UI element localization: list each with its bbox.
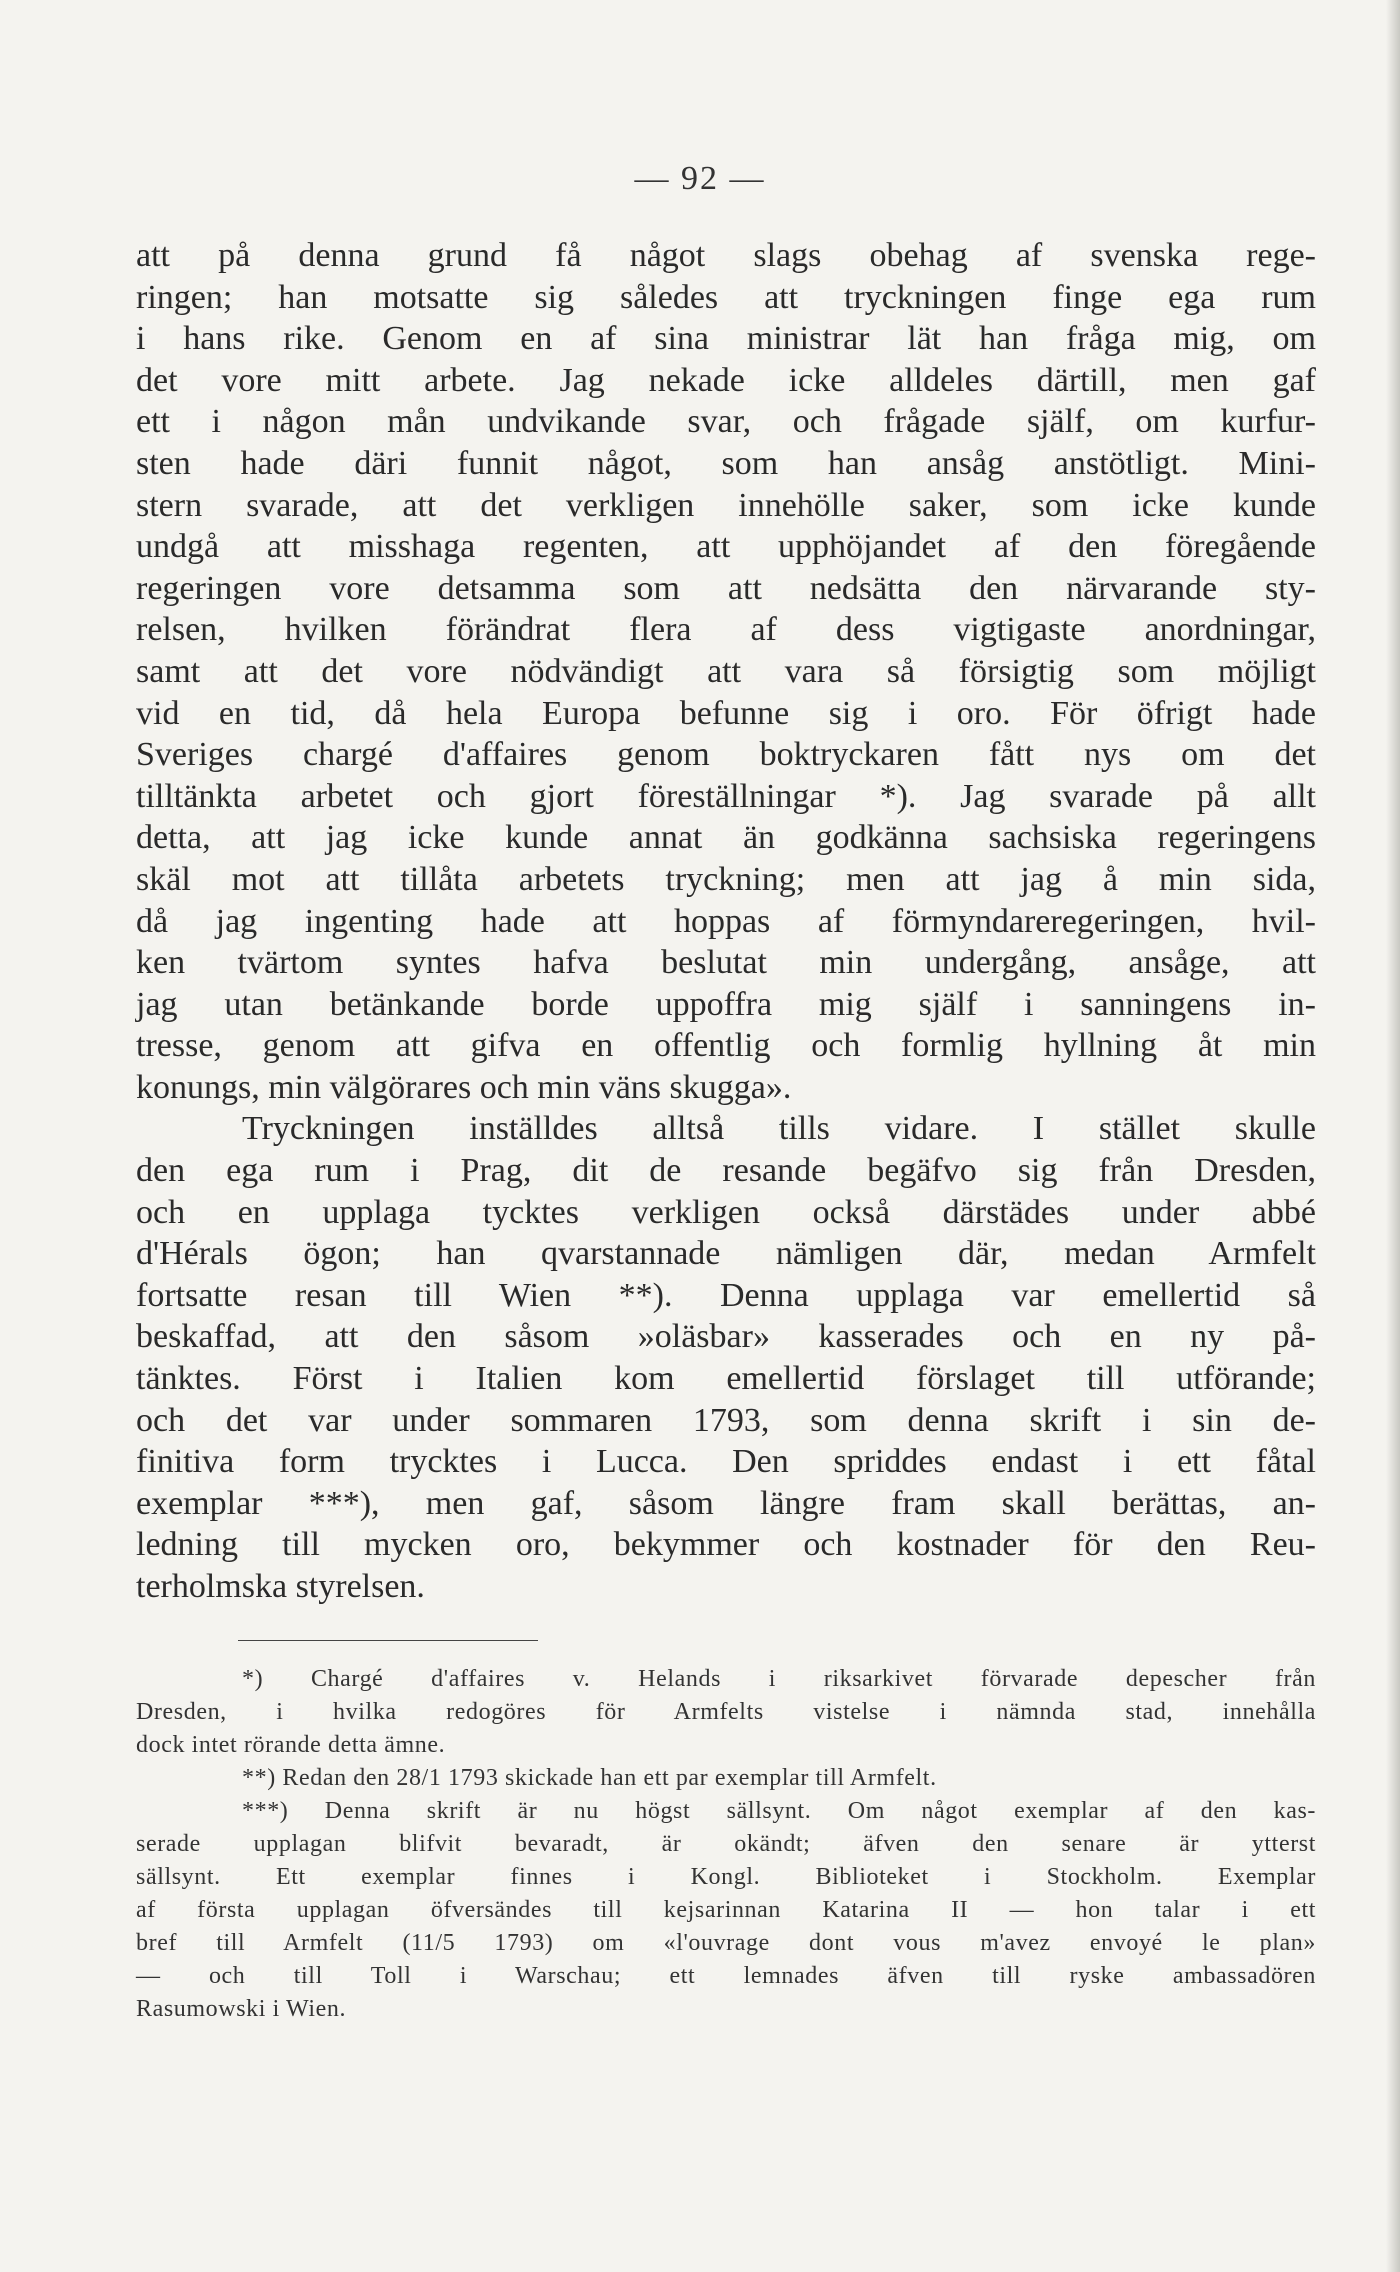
footnote-line: bref till Armfelt (11/5 1793) om «l'ouvrage dont vous m'avez envoyé le plan» xyxy=(136,1930,1316,1956)
body-line: ringen; han motsatte sig således att tryckningen finge ega rum xyxy=(136,278,1316,316)
body-line: den ega rum i Prag, dit de resande begäfvo sig från Dresden, xyxy=(136,1152,1316,1190)
body-line: och en upplaga tycktes verkligen också därstädes under abbé xyxy=(136,1193,1316,1231)
page-edge-shadow xyxy=(1386,0,1400,2272)
footnote-divider xyxy=(238,1640,538,1641)
body-line: undgå att misshaga regenten, att upphöjandet af den föregående xyxy=(136,528,1316,566)
page-number: — 92 — xyxy=(634,160,766,197)
body-line: tresse, genom att gifva en offentlig och formlig hyllning åt min xyxy=(136,1027,1316,1065)
footnote-line: Rasumowski i Wien. xyxy=(136,1996,347,2022)
body-line: samt att det vore nödvändigt att vara så försigtig som möjligt xyxy=(136,652,1316,690)
footnote-line: af första upplagan öfversändes till kejsarinnan Katarina II — hon talar i ett xyxy=(136,1897,1316,1923)
body-line: ken tvärtom syntes hafva beslutat min undergång, ansåge, att xyxy=(136,944,1316,982)
body-line: tilltänkta arbetet och gjort föreställningar *). Jag svarade på allt xyxy=(136,777,1316,815)
footnote-line: dock intet rörande detta ämne. xyxy=(136,1732,446,1758)
body-line: tänktes. Först i Italien kom emellertid förslaget till utförande; xyxy=(136,1360,1316,1398)
body-line: konungs, min välgörares och min väns skugga». xyxy=(136,1068,792,1106)
body-line: ett i någon mån undvikande svar, och frågade själf, om kurfur- xyxy=(136,403,1316,441)
footnote-line: serade upplagan blifvit bevaradt, är okändt; äfven den senare är ytterst xyxy=(136,1831,1316,1857)
footnote-line: sällsynt. Ett exemplar finnes i Kongl. Biblioteket i Stockholm. Exemplar xyxy=(136,1864,1316,1890)
footnote-line: ***) Denna skrift är nu högst sällsynt. Om något exemplar af den kas- xyxy=(242,1798,1316,1824)
body-line: jag utan betänkande borde uppoffra mig själf i sanningens in- xyxy=(136,985,1316,1023)
footnote-line: — och till Toll i Warschau; ett lemnades äfven till ryske ambassadören xyxy=(136,1963,1316,1989)
body-text xyxy=(136,235,1316,1608)
body-line: att på denna grund få något slags obehag af svenska rege- xyxy=(136,237,1316,274)
footnote-line: *) Chargé d'affaires v. Helands i riksarkivet förvarade depescher från xyxy=(242,1666,1316,1692)
body-line: Sveriges chargé d'affaires genom boktryckaren fått nys om det xyxy=(136,736,1316,774)
footnote-line: **) Redan den 28/1 1793 skickade han ett par exemplar till Armfelt. xyxy=(242,1765,937,1791)
body-line: fortsatte resan till Wien **). Denna upplaga var emellertid så xyxy=(136,1276,1316,1314)
body-line: relsen, hvilken förändrat flera af dess vigtigaste anordningar, xyxy=(136,611,1316,649)
body-line: ledning till mycken oro, bekymmer och kostnader för den Reu- xyxy=(136,1526,1316,1564)
body-line: då jag ingenting hade att hoppas af förmyndareregeringen, hvil- xyxy=(136,902,1316,940)
body-line: det vore mitt arbete. Jag nekade icke alldeles därtill, men gaf xyxy=(136,361,1316,399)
body-line: detta, att jag icke kunde annat än godkänna sachsiska regeringens xyxy=(136,819,1316,857)
footnotes xyxy=(136,1663,1316,2026)
body-line: i hans rike. Genom en af sina ministrar lät han fråga mig, om xyxy=(136,320,1316,358)
body-line: beskaffad, att den såsom »oläsbar» kasserades och en ny på- xyxy=(136,1318,1316,1356)
body-line: exemplar ***), men gaf, såsom längre fram skall berättas, an- xyxy=(136,1484,1316,1522)
body-line: stern svarade, att det verkligen innehölle saker, som icke kunde xyxy=(136,486,1316,524)
body-line: sten hade däri funnit något, som han ansåg anstötligt. Mini- xyxy=(136,444,1316,482)
body-line: d'Hérals ögon; han qvarstannade nämligen där, medan Armfelt xyxy=(136,1235,1316,1273)
body-line: och det var under sommaren 1793, som denna skrift i sin de- xyxy=(136,1401,1316,1439)
body-line: vid en tid, då hela Europa befunne sig i oro. För öfrigt hade xyxy=(136,694,1316,732)
body-line: regeringen vore detsamma som att nedsätta den närvarande sty- xyxy=(136,569,1316,607)
body-line: terholmska styrelsen. xyxy=(136,1568,425,1605)
body-line: Tryckningen inställdes alltså tills vidare. I stället skulle xyxy=(242,1110,1316,1148)
footnote-line: Dresden, i hvilka redogöres för Armfelts vistelse i nämnda stad, innehålla xyxy=(136,1699,1316,1725)
body-line: finitiva form trycktes i Lucca. Den spriddes endast i ett fåtal xyxy=(136,1443,1316,1481)
body-line: skäl mot att tillåta arbetets tryckning; men att jag å min sida, xyxy=(136,860,1316,898)
